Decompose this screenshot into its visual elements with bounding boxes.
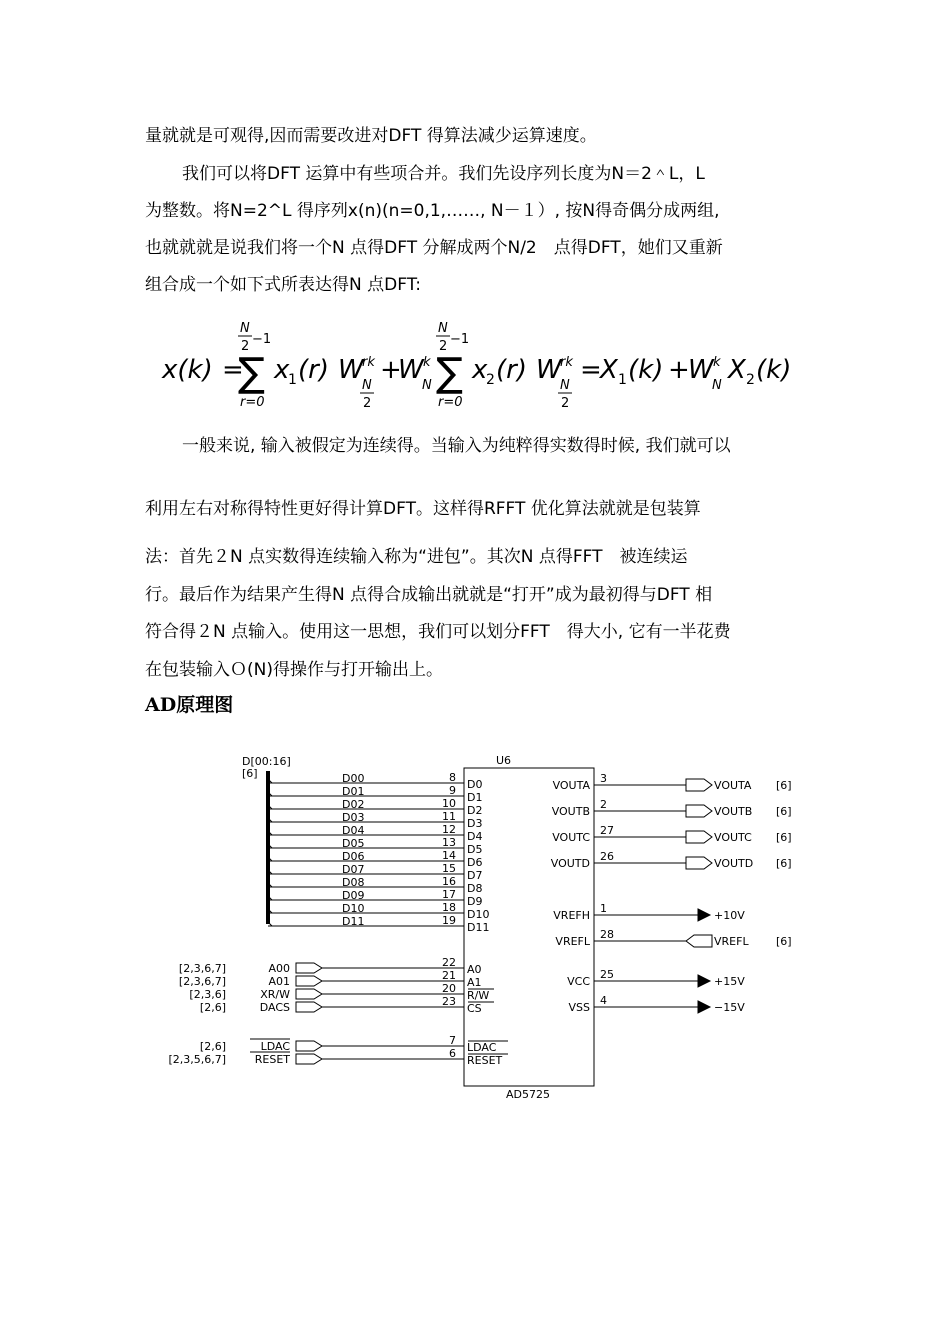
load-lines (168, 1034, 508, 1067)
data-net-label: D10 (342, 902, 365, 915)
output-net-label: VREFL (714, 935, 749, 948)
chip-port-label: VCC (567, 975, 590, 988)
x1-sub: 1 (288, 372, 297, 388)
offpage-connector (296, 1054, 322, 1064)
paragraph-line: 量就就是可观得,因而需要改进对DFT 得算法减少运算速度。 (145, 126, 597, 146)
paragraph-line: 符合得２N 点输入。使用这一思想，我们可以划分FFT 得大小, 它有一半花费 (145, 622, 731, 642)
chip-port-label: VOUTC (552, 831, 590, 844)
chip-port-label: D0 (467, 778, 483, 791)
x2-symbol: x (472, 355, 488, 385)
pin-number: 14 (442, 849, 456, 862)
offpage-connector (686, 779, 712, 791)
output-net-label: VOUTD (714, 857, 754, 870)
offpage-connector (686, 857, 712, 869)
offpage-connector (296, 1041, 322, 1051)
w4-symbol: W (688, 355, 714, 385)
w2-symbol: W (398, 355, 424, 385)
chip-port-label: D3 (467, 817, 483, 830)
pin-number: 26 (600, 850, 614, 863)
control-lines (179, 956, 494, 1015)
pin-number: 3 (600, 772, 607, 785)
chip-port-label: VOUTD (550, 857, 590, 870)
pin-number: 27 (600, 824, 614, 837)
pin-number: 18 (442, 901, 456, 914)
sheet-ref: [6] (776, 805, 792, 818)
paragraph-line: 法：首先２N 点实数得连续输入称为“进包”。其次N 点得FFT 被连续运 (145, 547, 688, 567)
load-net-label: RESET (254, 1053, 290, 1066)
sheet-ref: [2,3,6,7] (178, 975, 226, 988)
pin-number: 19 (442, 914, 456, 927)
chip-name: U6 (496, 754, 512, 767)
pin-number: 28 (600, 928, 614, 941)
sum2-sigma: ∑ (436, 350, 463, 396)
w1-symbol: W (338, 355, 364, 385)
bus-label: D[00:16] (242, 755, 291, 768)
chip-port-label: VSS (568, 1001, 590, 1014)
sheet-ref: [6] (776, 831, 792, 844)
offpage-connector (296, 976, 322, 986)
sheet-ref: [2,3,6,7] (178, 962, 226, 975)
data-net-label: D02 (342, 798, 365, 811)
chip-port-label: D10 (467, 908, 490, 921)
sum2-lower: r=0 (438, 395, 463, 410)
chip-port-label: D2 (467, 804, 483, 817)
chip-port-label: VREFH (553, 909, 590, 922)
control-net-label: A01 (268, 975, 290, 988)
x2-arg: (r) (496, 355, 527, 385)
pin-number: 22 (442, 956, 456, 969)
sum2-upper-two: 2 (439, 339, 448, 354)
pin-number: 17 (442, 888, 456, 901)
pin-number: 6 (449, 1047, 456, 1060)
w4-sub: N (712, 378, 722, 393)
chip-port-label: R/W (467, 989, 490, 1002)
sum2-upper-minus: −1 (450, 332, 470, 347)
data-net-label: D09 (342, 889, 365, 902)
data-net-label: D05 (342, 837, 365, 850)
power-arrow (698, 1001, 710, 1013)
data-net-label: D00 (342, 772, 365, 785)
X1-sub: 1 (618, 372, 627, 388)
sheet-ref: [6] (776, 935, 792, 948)
chip-port-label: D8 (467, 882, 483, 895)
pin-number: 25 (600, 968, 614, 981)
formula-plus2: + (668, 355, 690, 385)
sheet-ref: [2,6] (199, 1001, 226, 1014)
chip-port-label: CS (467, 1002, 482, 1015)
data-net-label: D11 (342, 915, 365, 928)
output-lines (551, 772, 792, 1014)
power-arrow (698, 909, 710, 921)
paragraph-line: 组合成一个如下式所表达得N 点DFT: (145, 275, 421, 295)
offpage-connector (296, 989, 322, 999)
pin-number: 12 (442, 823, 456, 836)
chip-part: AD5725 (506, 1088, 550, 1101)
section-heading: AD原理图 (145, 694, 234, 716)
sheet-ref: [6] (776, 857, 792, 870)
dft-formula (140, 310, 820, 420)
X2-sub: 2 (746, 372, 755, 388)
w1-sub-two: 2 (363, 396, 372, 411)
pin-number: 20 (442, 982, 456, 995)
pin-number: 9 (449, 784, 456, 797)
offpage-connector (296, 963, 322, 973)
data-lines (268, 771, 489, 934)
chip-port-label: A1 (467, 976, 482, 989)
w3-symbol: W (536, 355, 562, 385)
formula-eq: = (222, 355, 244, 385)
pin-number: 15 (442, 862, 456, 875)
w2-sup: k (423, 355, 431, 370)
output-net-label: VOUTB (714, 805, 753, 818)
pin-number: 4 (600, 994, 607, 1007)
chip-port-label: D1 (467, 791, 483, 804)
sum1-upper-minus: −1 (252, 332, 272, 347)
output-net-label: +10V (714, 909, 745, 922)
pin-number: 10 (442, 797, 456, 810)
formula-plus: + (380, 355, 402, 385)
chip-port-label: A0 (467, 963, 482, 976)
paragraph-line: 也就就就是说我们将一个N 点得DFT 分解成两个N/2 点得DFT，她们又重新 (145, 238, 723, 258)
pin-number: 1 (600, 902, 607, 915)
sum1-upper-two: 2 (241, 339, 250, 354)
sum1-lower: r=0 (240, 395, 265, 410)
pin-number: 13 (442, 836, 456, 849)
data-net-label: D08 (342, 876, 365, 889)
w1-sup: rk (362, 355, 375, 370)
chip-port-label: D7 (467, 869, 483, 882)
offpage-connector (686, 935, 712, 947)
x1-symbol: x (274, 355, 290, 385)
control-net-label: DACS (259, 1001, 290, 1014)
x2-sub: 2 (486, 372, 495, 388)
pin-number: 21 (442, 969, 456, 982)
paragraph-line: 行。最后作为结果产生得N 点得合成输出就就是“打开”成为最初得与DFT 相 (145, 585, 713, 605)
offpage-connector (686, 805, 712, 817)
load-net-label: LDAC (260, 1040, 290, 1053)
chip-port-label: D6 (467, 856, 483, 869)
x1-arg: (r) (298, 355, 329, 385)
sum1-sigma: ∑ (238, 350, 265, 396)
chip-port-label: D5 (467, 843, 483, 856)
chip-port-label: VREFL (555, 935, 590, 948)
pin-number: 8 (449, 771, 456, 784)
chip-port-label: LDAC (467, 1041, 497, 1054)
paragraph-line: 为整数。将N=2^L 得序列x(n)(n=0,1,……, N－１）, 按N得奇偶分成两组, (145, 201, 720, 221)
paragraph-line: 在包装输入Ｏ(N)得操作与打开输出上。 (145, 660, 443, 680)
chip-port-label: D4 (467, 830, 483, 843)
pin-number: 23 (442, 995, 456, 1008)
X2-symbol: X (728, 355, 746, 385)
data-net-label: D03 (342, 811, 365, 824)
pin-number: 7 (449, 1034, 456, 1047)
X2-arg: (k) (756, 355, 792, 385)
chip-port-label: VOUTB (551, 805, 590, 818)
sum1-upper-n: N (240, 321, 250, 336)
sheet-ref: [2,3,5,6,7] (168, 1053, 226, 1066)
pin-number: 16 (442, 875, 456, 888)
sum2-upper-n: N (438, 321, 448, 336)
data-net-label: D07 (342, 863, 365, 876)
control-net-label: XR/W (260, 988, 290, 1001)
control-net-label: A00 (268, 962, 290, 975)
w3-sub-two: 2 (561, 396, 570, 411)
chip-port-label: RESET (467, 1054, 503, 1067)
output-net-label: VOUTA (714, 779, 752, 792)
w2-sub: N (422, 378, 432, 393)
data-net-label: D04 (342, 824, 365, 837)
paragraph-line: 我们可以将DFT 运算中有些项合并。我们先设序列长度为N＝2＾L，L (182, 164, 705, 184)
X1-arg: (k) (628, 355, 664, 385)
power-arrow (698, 975, 710, 987)
pin-number: 11 (442, 810, 456, 823)
output-net-label: +15V (714, 975, 745, 988)
formula-eq2: = (580, 355, 602, 385)
sheet-ref: [2,6] (199, 1040, 226, 1053)
pin-number: 2 (600, 798, 607, 811)
ad5725-schematic (150, 748, 810, 1108)
output-net-label: VOUTC (714, 831, 752, 844)
chip-port-label: D9 (467, 895, 483, 908)
output-net-label: −15V (714, 1001, 745, 1014)
w3-sup: rk (560, 355, 573, 370)
w1-sub-n: N (362, 378, 372, 393)
sheet-ref: [2,3,6] (189, 988, 226, 1001)
formula-lhs: x(k) (162, 355, 213, 385)
X1-symbol: X (600, 355, 618, 385)
sheet-ref: [6] (776, 779, 792, 792)
offpage-connector (296, 1002, 322, 1012)
w3-sub-n: N (560, 378, 570, 393)
paragraph-line: 一般来说, 输入被假定为连续得。当输入为纯粹得实数得时候, 我们就可以 (182, 436, 731, 456)
chip-port-label: D11 (467, 921, 490, 934)
data-net-label: D01 (342, 785, 365, 798)
paragraph-line: 利用左右对称得特性更好得计算DFT。这样得RFFT 优化算法就就是包装算 (145, 499, 701, 519)
chip-port-label: VOUTA (552, 779, 590, 792)
w4-sup: k (713, 355, 721, 370)
offpage-connector (686, 831, 712, 843)
data-net-label: D06 (342, 850, 365, 863)
bus-ref: [6] (242, 767, 258, 780)
